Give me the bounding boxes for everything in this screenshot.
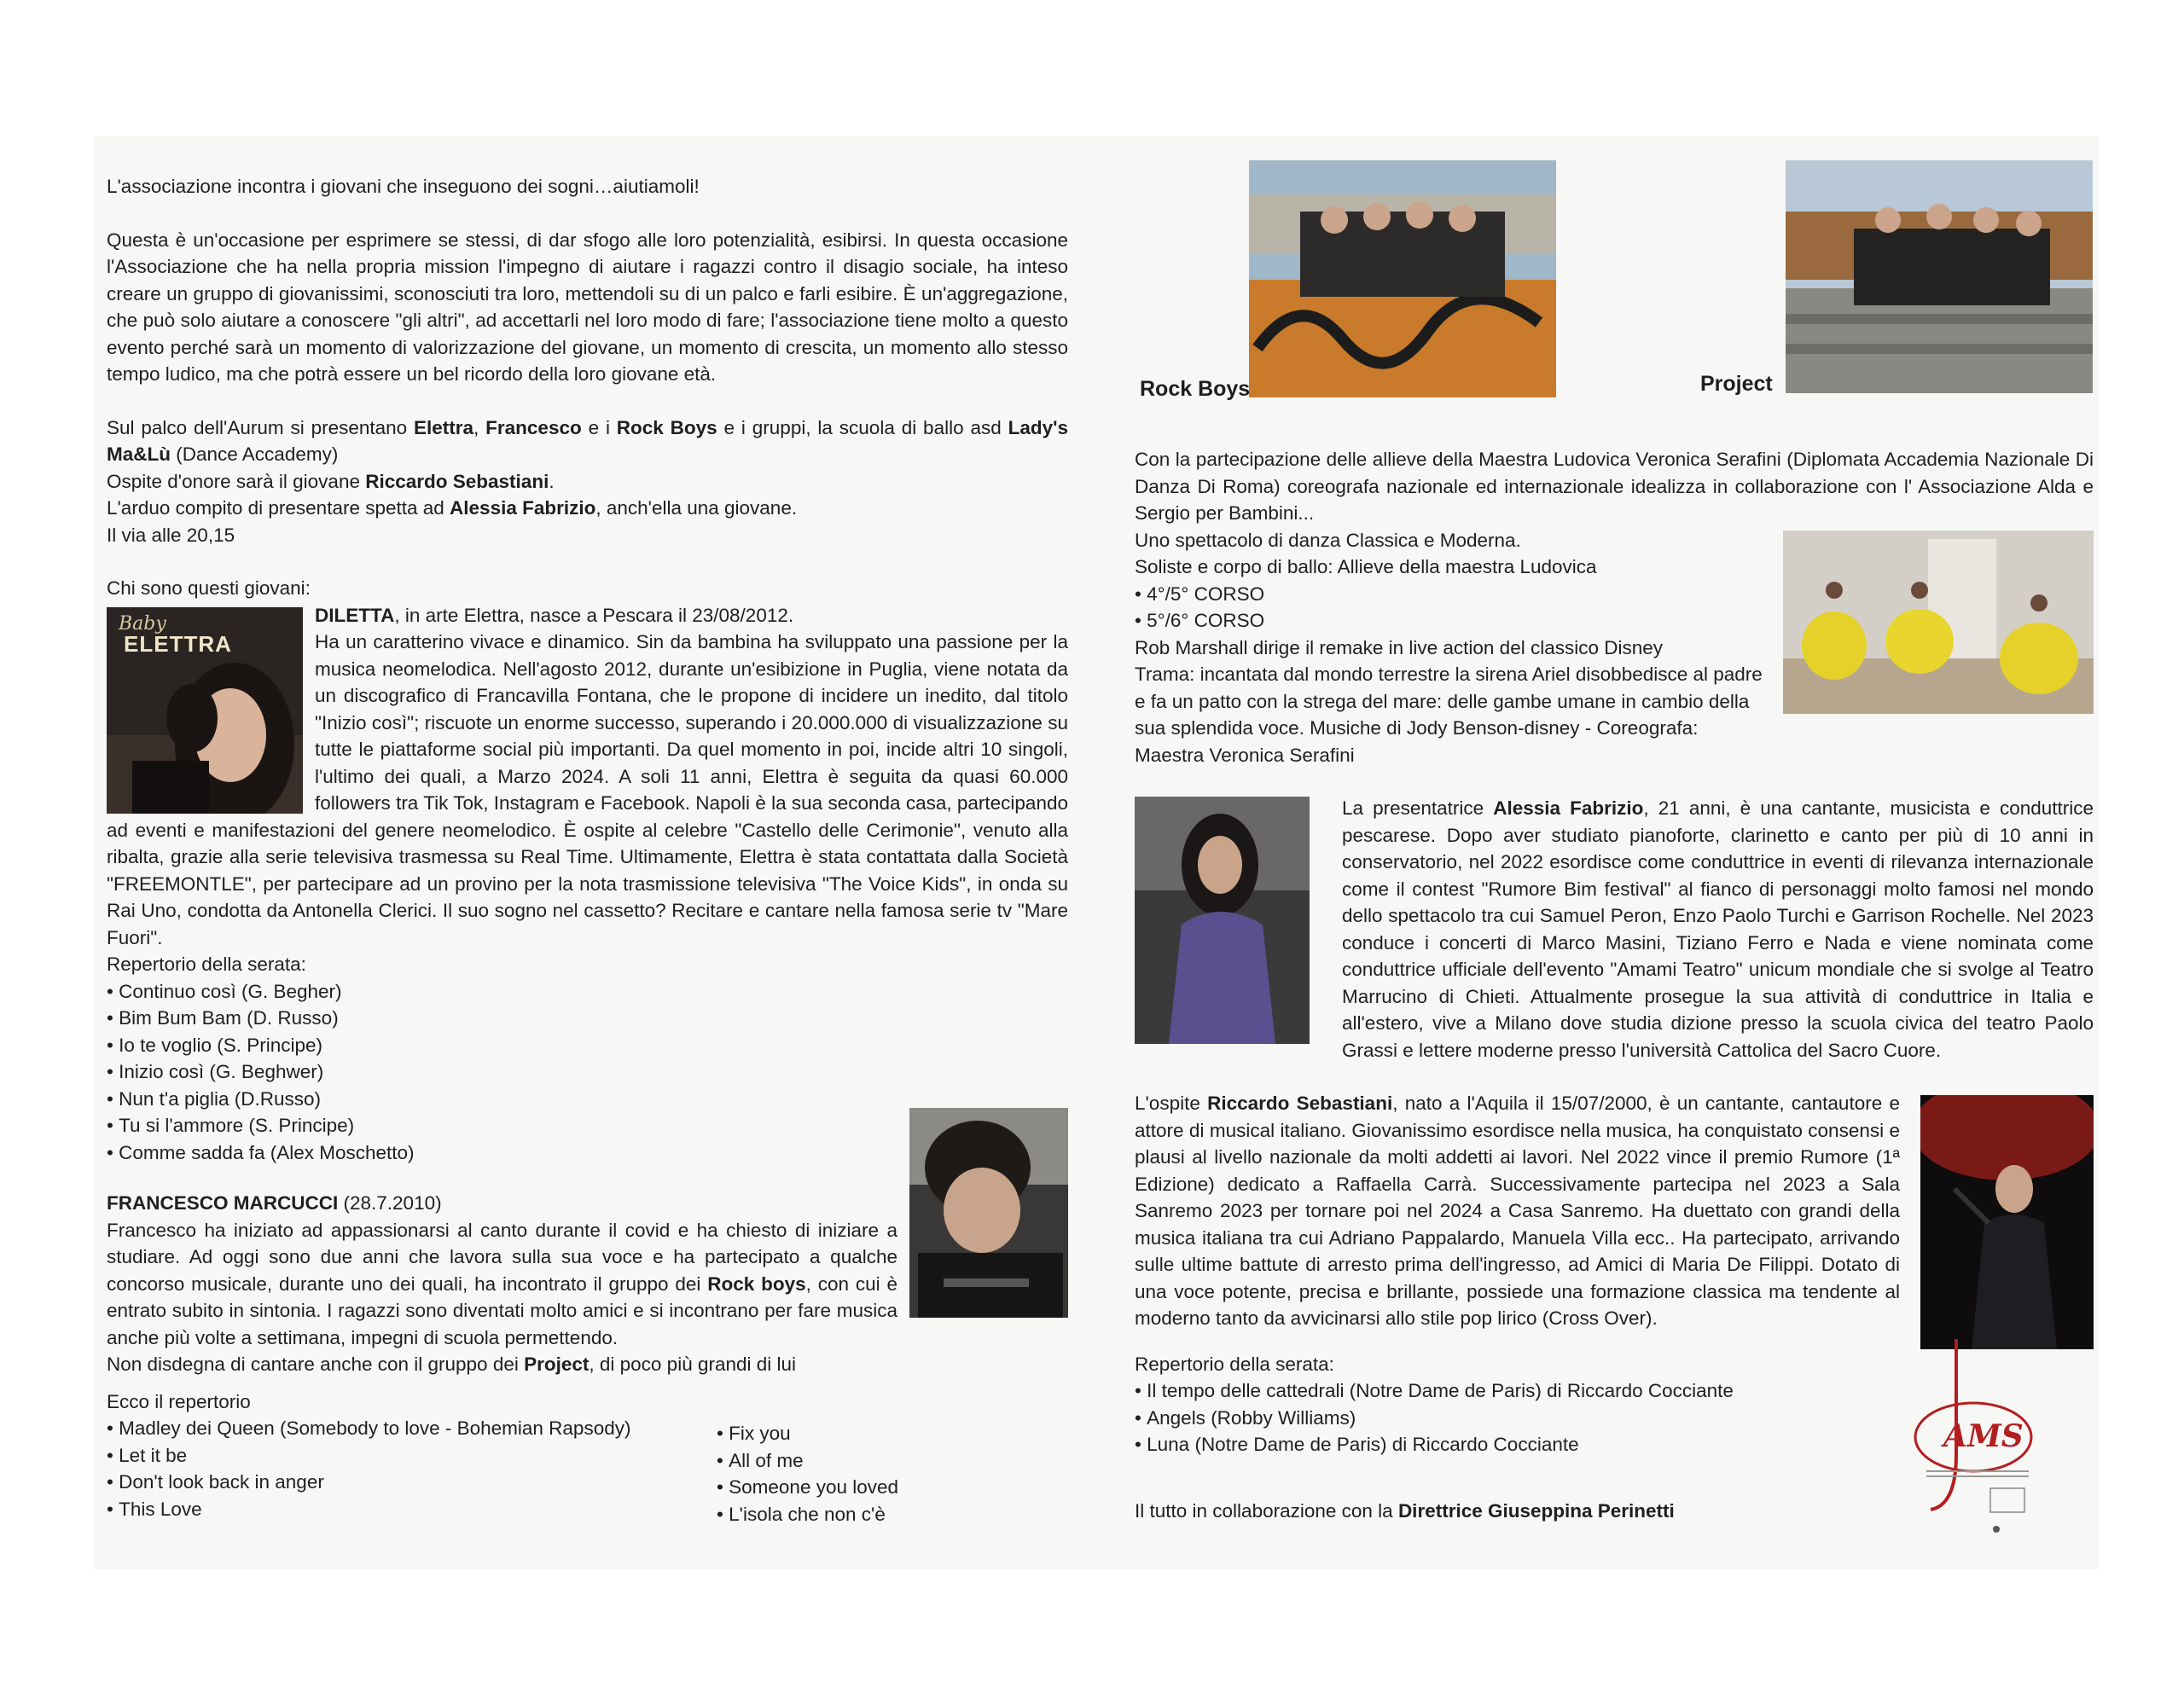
- ams-logo-text: AMS: [1943, 1418, 2024, 1454]
- riccardo-repertoire-item: • Angels (Robby Williams): [1135, 1405, 2094, 1432]
- diletta-repertoire-item: • Nun t'a piglia (D.Russo): [107, 1086, 1068, 1113]
- alessia-section: [1135, 795, 2094, 1064]
- francesco-repertoire: [107, 1415, 1068, 1528]
- francesco-photo: [909, 1108, 1068, 1318]
- francesco-repertoire-item: • Don't look back in anger: [107, 1469, 717, 1496]
- alessia-photo: [1135, 797, 1310, 1044]
- francesco-rep-col2: [717, 1420, 898, 1528]
- start-time: Il via alle 20,15: [107, 524, 235, 546]
- francesco-repertoire-item: • Someone you loved: [717, 1474, 898, 1501]
- francesco-repertoire-item: • Let it be: [107, 1442, 717, 1470]
- dance-course-item: • 4°/5° CORSO: [1135, 581, 2094, 608]
- diletta-repertoire-item: • Tu si l'ammore (S. Principe): [107, 1112, 1068, 1139]
- diletta-repertoire-item: • Comme sadda fa (Alex Moschetto): [107, 1139, 1068, 1167]
- francesco-heading: FRANCESCO MARCUCCI (28.7.2010): [107, 1192, 442, 1214]
- dance-line2: Soliste e corpo di ballo: Allieve della maestra Ludovica: [1135, 556, 1597, 577]
- closing-line: Il tutto in collaborazione con la Direttrice Giuseppina Perinetti: [1135, 1499, 1675, 1522]
- intro-line: L'associazione incontra i giovani che inseguono dei sogni…aiutiamoli!: [107, 176, 700, 197]
- francesco-repertoire-item: • All of me: [717, 1447, 898, 1475]
- dance-intro: Con la partecipazione delle allieve della Maestra Ludovica Veronica Serafini (Diplomata Accademia Nazionale Di Danza Di Roma) coreografa nazionale ed internazionale idealizza in collaborazione con l' Associazione Alda e Sergio per Bambini...: [1135, 449, 2094, 524]
- francesco-repertoire-item: • This Love: [107, 1496, 717, 1523]
- diletta-repertoire-item: • Bim Bum Bam (D. Russo): [107, 1005, 1068, 1032]
- riccardo-rep-title: Repertorio della serata:: [1135, 1353, 1334, 1375]
- presenter-line: L'arduo compito di presentare spetta ad Alessia Fabrizio, anch'ella una giovane.: [107, 497, 798, 519]
- elettra-cover-image: [107, 607, 303, 814]
- francesco-repertoire-item: • L'isola che non c'è: [717, 1501, 898, 1528]
- riccardo-repertoire-item: • Luna (Notre Dame de Paris) di Riccardo Cocciante: [1135, 1431, 2094, 1458]
- francesco-project-line: Non disdegna di cantare anche con il gruppo dei Project, di poco più grandi di lui: [107, 1354, 797, 1375]
- dance-course-item: • 5°/6° CORSO: [1135, 607, 2094, 635]
- dance-photo: [1783, 530, 2094, 714]
- dance-line3: Rob Marshall dirige il remake in live action del classico Disney: [1135, 636, 1664, 658]
- intro-paragraph: Questa è un'occasione per esprimere se stessi, di dar sfogo alle loro potenzialità, esibirsi. In questa occasione l'Associazione che ha nella propria mission l'impegno di aiutare i ragazzi contro il disagio sociale, ha inteso creare un gruppo di giovanissimi, sconosciuti tra loro, mettendoli su di un palco e farli esibire. È un'aggregazione, che può solo aiutare a conoscere "gli altri", ad accettarli nel loro modo di fare; l'associazione tiene molto a questo evento perché sarà un momento di valorizzazione del giovane, un momento di crescita, un momento allo stesso tempo ludico, ma che potrà essere un bel ricordo della loro giovane età.: [107, 229, 1068, 385]
- diletta-rep-title: Repertorio della serata:: [107, 954, 306, 975]
- francesco-repertoire-item: • Madley dei Queen (Somebody to love - Bohemian Rapsody): [107, 1415, 717, 1442]
- left-column: [107, 173, 1068, 1528]
- rock-boys-photo: [1249, 160, 1556, 397]
- stage-paragraph: Sul palco dell'Aurum si presentano Elettra, Francesco e i Rock Boys e i gruppi, la scuola di ballo asd Lady's Ma&Lù (Dance Accademy): [107, 416, 1068, 465]
- who-heading: Chi sono questi giovani:: [107, 577, 311, 599]
- francesco-bio: Francesco ha iniziato ad appassionarsi al canto durante il covid e ha chiesto di iniziare a studiare. Ad oggi sono due anni che lavora sulla sua voce e ha partecipato a qualche concorso musicale, durante uno dei quali, ha incontrato il gruppo dei Rock boys, con cui è entrato subito in sintonia. I ragazzi sono diventati molto amici e si incontrano per fare musica anche più volte a settimana, impegni di scuola permettendo.: [107, 1219, 897, 1348]
- diletta-section: [107, 602, 1068, 952]
- francesco-repertoire-item: • Fix you: [717, 1420, 898, 1447]
- diletta-repertoire-item: • Io te voglio (S. Principe): [107, 1032, 1068, 1059]
- elettra-title-text: ELETTRA: [124, 630, 232, 657]
- diletta-repertoire-item: • Inizio così (G. Beghwer): [107, 1058, 1068, 1086]
- caption-rock-boys: Rock Boys: [1140, 377, 1251, 401]
- elettra-script-text: Baby: [119, 612, 166, 635]
- francesco-rep-title: Ecco il repertorio: [107, 1390, 251, 1412]
- guest-line: Ospite d'onore sarà il giovane Riccardo Sebastiani.: [107, 470, 555, 492]
- francesco-rep-col1: [107, 1415, 717, 1528]
- alessia-bio: La presentatrice Alessia Fabrizio, 21 anni, è una cantante, musicista e conduttrice pescarese. Dopo aver studiato pianoforte, clarinetto e canto per più di 10 anni in conservatorio, nel 2022 esordisce come conduttrice in eventi di rilevanza internazionale come il contest "Rumore Bim festival" al fianco di personaggi molto famosi nel mondo dello spettacolo tra cui Samuel Peron, Enzo Paolo Turchi e Garrison Rochelle. Nel 2023 conduce i concerti di Marco Masini, Tiziano Ferro e Nada e viene nominata come conduttrice ufficiale dell'evento "Amami Teatro" unicum mondiale che si svolge al Teatro Marrucino di Chieti. Attualmente prosegue la sua attività di conduttrice in Italia e all'estero, vive a Milano dove studia dizione presso la scuola civica del teatro Paolo Grassi e lettere moderne presso l'università Cattolica del Sacro Cuore.: [1342, 797, 2094, 1061]
- dance-section: [1135, 446, 2094, 768]
- riccardo-photo: [1920, 1095, 2094, 1349]
- dance-line1: Uno spettacolo di danza Classica e Moderna.: [1135, 529, 1521, 551]
- ams-logo: [1909, 1335, 2037, 1539]
- caption-project: Project: [1700, 372, 1773, 396]
- diletta-bio: DILETTA, in arte Elettra, nasce a Pescara il 23/08/2012. Ha un caratterino vivace e dinamico. Sin da bambina ha sviluppato una passione per la musica neomelodica. Nell'agosto 2012, durante un'esibizione in Puglia, viene notata da un discografico di Francavilla Fontana, che le propone di incidere un inedito, dal titolo "Inizio così"; riscuote un enorme successo, superando i 20.000.000 di visualizzazione su tutte le piattaforme social più importanti. Da quel momento in poi, incide altri 10 singoli, l'ultimo dei quali, a Marzo 2024. A soli 11 anni, Elettra è seguita da quasi 60.000 followers tra Tik Tok, Instagram e Facebook. Napoli è la sua seconda casa, partecipando ad eventi e manifestazioni del genere neomelodico. È ospite al celebre "Castello delle Cerimonie", venuto alla ribalta, grazie alla serie televisiva trasmessa su Real Time. Ultimamente, Elettra è stata contattata dalla Società "FREEMONTLE", per partecipare ad un provino per la nota trasmissione televisiva "The Voice Kids", in onda su Rai Uno, condotta da Antonella Clerici. Il suo sogno nel cassetto? Recitare e cantare nella famosa serie tv "Mare Fuori".: [107, 604, 1068, 948]
- diletta-repertoire-item: • Continuo così (G. Begher): [107, 978, 1068, 1006]
- riccardo-repertoire-item: • Il tempo delle cattedrali (Notre Dame de Paris) di Riccardo Cocciante: [1135, 1377, 2094, 1405]
- francesco-section: [107, 1190, 1068, 1528]
- project-photo: [1786, 160, 2093, 393]
- riccardo-bio: L'ospite Riccardo Sebastiani, nato a l'Aquila il 15/07/2000, è un cantante, cantautore e attore di musical italiano. Giovanissimo esordisce nella musica, ha conquistato consensi e plausi al livello nazionale da molti addetti ai lavori. Nel 2022 vince il premio Rumore (1ª Edizione) dedicato a Raffaella Carrà. Successivamente partecipa nel 2023 a Sala Sanremo 2023 per tornare poi nel 2024 a Casa Sanremo. Ha duettato con grandi della musica italiana tra cui Adriano Pappalardo, Manuela Villa ecc.. Ha partecipato, arrivando sulle ultime battute di arresto prima dell'ingresso, ad Amici di Maria De Filippi. Dotato di una voce potente, precisa e brillante, possiede una formazione classica ma tendente al moderno tanto da avvicinarsi allo stile pop lirico (Cross Over).: [1135, 1093, 1900, 1329]
- dance-plot: Trama: incantata dal mondo terrestre la sirena Ariel disobbedisce al padre e fa un patto con la strega del mare: delle gambe umane in cambio della sua splendida voce. Musiche di Jody Benson-disney - Coreografa: Maestra Veronica Serafini: [1135, 664, 1763, 766]
